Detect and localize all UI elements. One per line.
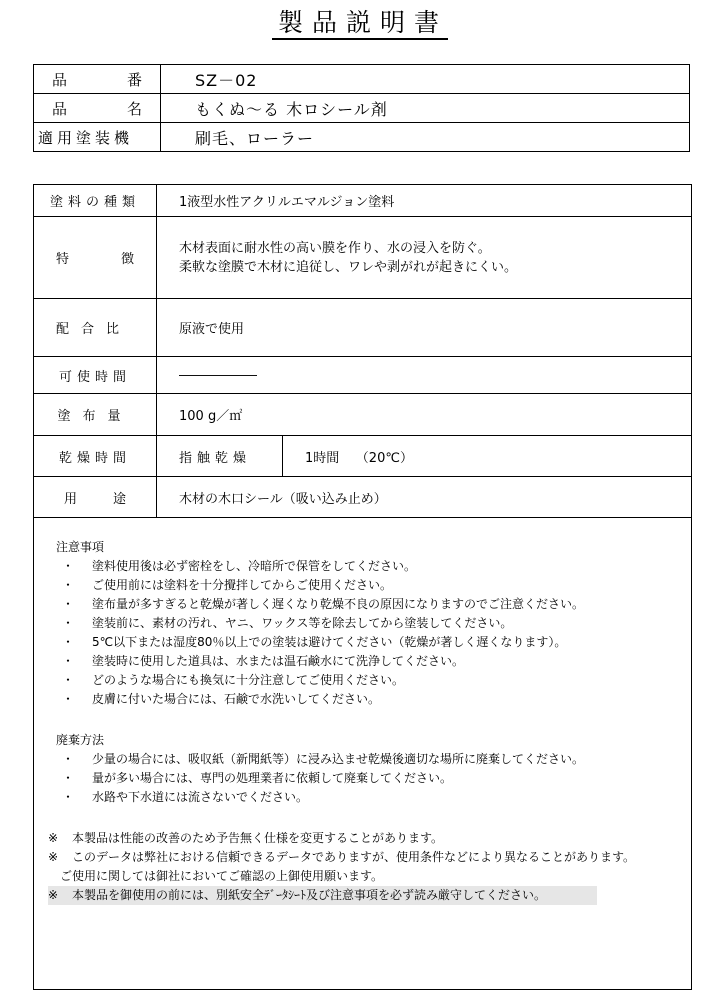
product-name: もくぬ～る 木ロシール剤 <box>195 99 388 119</box>
caution-title: 注意事項 <box>56 540 105 554</box>
product-number-row: 品 番 SZ－02 <box>34 65 689 94</box>
touch-dry-label: 指触乾燥 <box>157 436 283 476</box>
remark: ※ 本製品は性能の改善のため予告無く仕様を変更することがあります。 <box>48 831 444 845</box>
document-title: 製品説明書 <box>0 6 720 40</box>
usage-row: 用 途 木材の木口シール（吸い込み止め） <box>34 477 691 518</box>
notes-section <box>34 518 691 905</box>
pot-life-row: 可使時間 ―――――― <box>34 357 691 394</box>
features: 木材表面に耐水性の高い膜を作り、水の浸入を防ぐ。 柔軟な塗膜で木材に追従し、ワレや剥がれが起きにくい。 <box>179 240 518 275</box>
coverage: 100 g／㎡ <box>179 409 243 424</box>
coverage-row: 塗布量 100 g／㎡ <box>34 394 691 436</box>
list-item: ・ ご使用前には塗料を十分攪拌してからご使用ください。 <box>62 578 393 592</box>
drying-time-row: 乾燥時間 指触乾燥 1時間 （20℃） <box>34 436 691 477</box>
usage: 木材の木口シール（吸い込み止め） <box>179 491 387 507</box>
product-name-row: 品 名 もくぬ～る 木ロシール剤 <box>34 94 689 123</box>
applicator-row: 適用塗装機 刷毛、ローラー <box>34 123 689 151</box>
mix-ratio-row: 配合比 原液で使用 <box>34 299 691 357</box>
remark-continuation: ご使用に関しては御社においてご確認の上御使用願います。 <box>60 869 384 883</box>
list-item: ・ 塗料使用後は必ず密栓をし、冷暗所で保管をしてください。 <box>62 559 417 573</box>
list-item: ・ 少量の場合には、吸収紙（新聞紙等）に浸み込ませ乾燥後適切な場所に廃棄してください。 <box>62 752 585 766</box>
product-number: SZ－02 <box>195 70 258 90</box>
list-item: ・ 5℃以下または湿度80％以上での塗装は避けてください（乾燥が著しく遅くなります）。 <box>62 635 567 649</box>
list-item: ・ 塗装時に使用した道具は、水または温石鹸水にて洗浄してください。 <box>62 654 465 668</box>
safety-remark-highlight: ※ 本製品を御使用の前には、別紙安全ﾃﾞｰﾀｼｰﾄ及び注意事項を必ず読み厳守してください。 <box>48 886 597 905</box>
paint-type-row: 塗料の種類 1液型水性アクリルエマルジョン塗料 <box>34 185 691 217</box>
drying-time: 1時間 （20℃） <box>305 450 413 466</box>
list-item: ・ 水路や下水道には流さないでください。 <box>62 790 309 804</box>
paint-type: 1液型水性アクリルエマルジョン塗料 <box>179 195 395 210</box>
remark: ※ このデータは弊社における信頼できるデータでありますが、使用条件などにより異なることがあります。 <box>48 850 636 864</box>
features-row: 特 徴 木材表面に耐水性の高い膜を作り、水の浸入を防ぐ。 柔軟な塗膜で木材に追従し、ワレや剥がれが起きにくい。 <box>34 217 691 299</box>
spec-and-notes-box <box>33 184 692 990</box>
list-item: ・ どのような場合にも換気に十分注意してご使用ください。 <box>62 673 405 687</box>
list-item: ・ 量が多い場合には、専門の処理業者に依頼して廃棄してください。 <box>62 771 453 785</box>
pot-life: ―――――― <box>179 367 257 383</box>
applicator: 刷毛、ローラー <box>195 128 315 148</box>
list-item: ・ 塗布量が多すぎると乾燥が著しく遅くなり乾燥不良の原因になりますのでご注意ください。 <box>62 597 585 611</box>
list-item: ・ 塗装前に、素材の汚れ、ヤニ、ワックス等を除去してから塗装してください。 <box>62 616 513 630</box>
product-info-table <box>33 64 690 152</box>
disposal-title: 廃棄方法 <box>56 733 105 747</box>
list-item: ・ 皮膚に付いた場合には、石鹸で水洗いしてください。 <box>62 692 381 706</box>
mix-ratio: 原液で使用 <box>179 322 245 337</box>
spec-table <box>34 185 691 518</box>
